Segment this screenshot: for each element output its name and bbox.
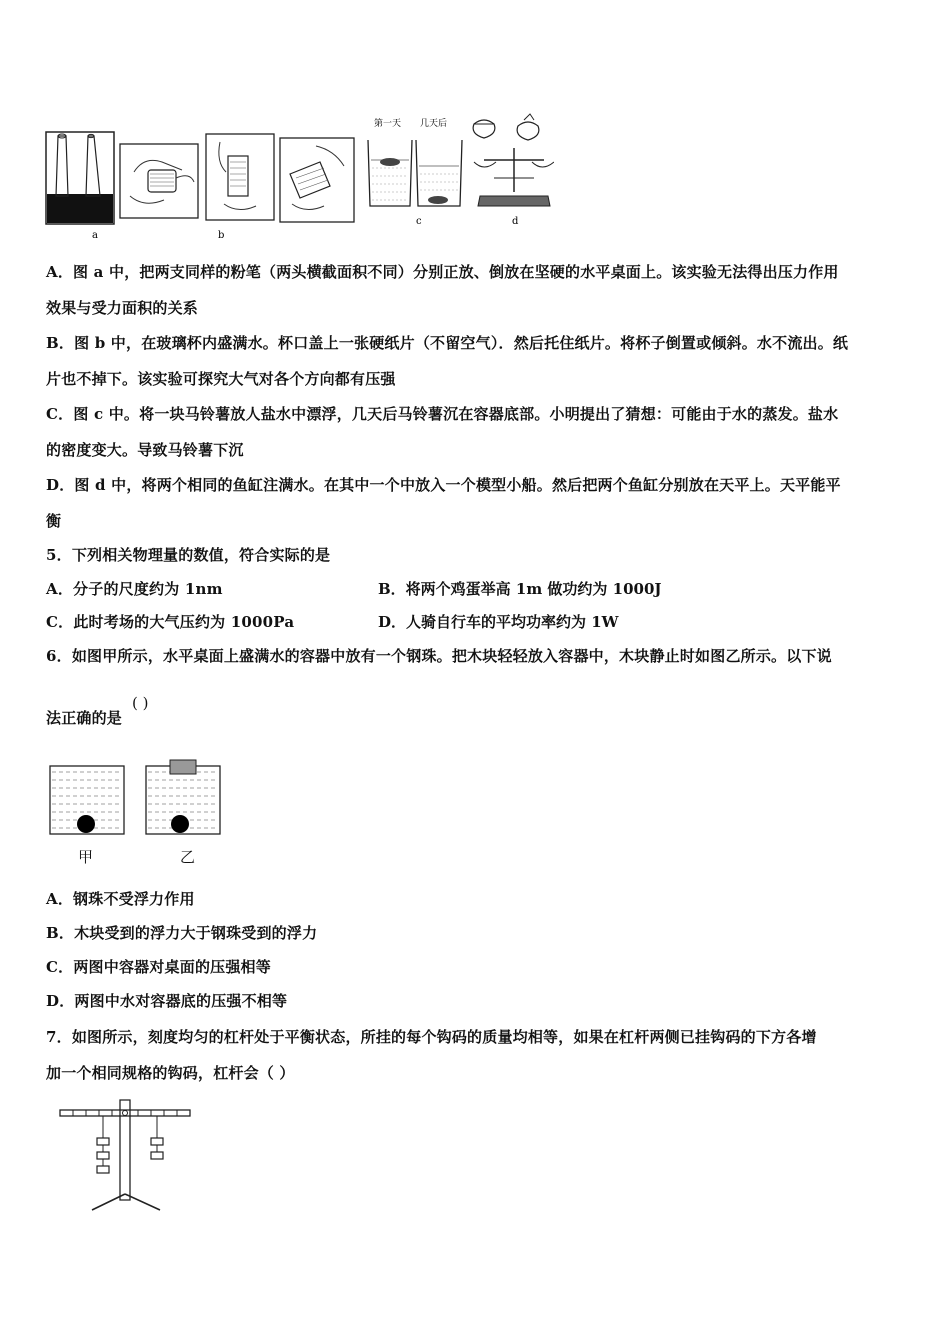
q4-option-a-line2: 效果与受力面积的关系 (46, 299, 199, 317)
hooked-weights-right (151, 1116, 163, 1159)
q7-stem-line1: 7．如图所示，刻度均匀的杠杆处于平衡状态，所挂的每个钩码的质量均相等，如果在杠杆两侧已挂钩码的下方各增 (46, 1028, 817, 1046)
q7-lever-figure (46, 1094, 226, 1216)
q6-option-b: B．木块受到的浮力大于钢珠受到的浮力 (46, 924, 318, 942)
q6-option-c: C．两图中容器对桌面的压强相等 (46, 958, 271, 976)
q4-option-b-line2: 片也不掉下。该实验可探究大气对各个方向都有压强 (46, 370, 396, 388)
container-yi (146, 760, 220, 834)
q6-stem-line2: 法正确的是 (46, 709, 123, 727)
q4-option-d-line1: D．图 d 中，将两个相同的鱼缸注满水。在其中一个中放入一个模型小船。然后把两个鱼缸分别放在天平上。天平能平 (46, 476, 841, 494)
figure-c-days-later: 几天后 (420, 119, 448, 129)
figure-c-day1: 第一天 (374, 119, 402, 129)
q6-answer-paren: ( ) (132, 694, 149, 712)
figure-b-cup-panels (120, 134, 274, 220)
figure-c-beakers (368, 140, 462, 206)
q7-stem-line2: 加一个相同规格的钩码，杠杆会（ ） (46, 1064, 295, 1082)
steel-ball-yi (171, 815, 189, 833)
figure-a-label: a (92, 230, 98, 240)
q4-option-a-line1: A．图 a 中，把两支同样的粉笔（两头横截面积不同）分别正放、倒放在坚硬的水平桌面上。该实验无法得出压力作用 (46, 263, 839, 281)
hooked-weights-left (97, 1116, 109, 1173)
q5-option-b: B．将两个鸡蛋举高 1m 做功约为 1000J (378, 580, 662, 598)
figure-c-label: c (416, 216, 422, 227)
wood-block-yi (170, 760, 196, 774)
figure-b-tilted-cup (280, 138, 354, 222)
q6-option-d: D．两图中水对容器底的压强不相等 (46, 992, 288, 1010)
container-jia (50, 766, 124, 834)
q5-option-d: D．人骑自行车的平均功率约为 1W (378, 613, 619, 631)
figure-a-chalk (46, 132, 114, 224)
figure-d-balance (473, 114, 554, 206)
q4-option-d-line2: 衡 (46, 512, 62, 530)
q5-option-a: A．分子的尺度约为 1nm (46, 580, 223, 598)
q6-stem-line1: 6．如图甲所示，水平桌面上盛满水的容器中放有一个钢珠。把木块轻轻放入容器中，木块静止时如图乙所示。以下说 (46, 647, 832, 665)
steel-ball-jia (77, 815, 95, 833)
q5-option-c: C．此时考场的大气压约为 1000Pa (46, 613, 295, 631)
q4-option-c-line1: C．图 c 中。将一块马铃薯放人盐水中漂浮，几天后马铃薯沉在容器底部。小明提出了猜想：可能由于水的蒸发。盐水 (46, 405, 839, 423)
q4-option-b-line1: B．图 b 中，在玻璃杯内盛满水。杯口盖上一张硬纸片（不留空气）．然后托住纸片。将杯子倒置或倾斜。水不流出。纸 (46, 334, 849, 352)
q6-figure (46, 758, 228, 840)
q4-figure (44, 112, 554, 240)
q5-stem: 5．下列相关物理量的数值，符合实际的是 (46, 546, 331, 564)
q6-label-jia: 甲 (78, 848, 94, 866)
figure-b-label: b (218, 230, 225, 240)
q6-option-a: A．钢珠不受浮力作用 (46, 890, 195, 908)
q4-option-c-line2: 的密度变大。导致马铃薯下沉 (46, 441, 244, 459)
lever-bar (60, 1110, 190, 1116)
q6-label-yi: 乙 (180, 848, 196, 866)
figure-d-label: d (512, 216, 519, 227)
